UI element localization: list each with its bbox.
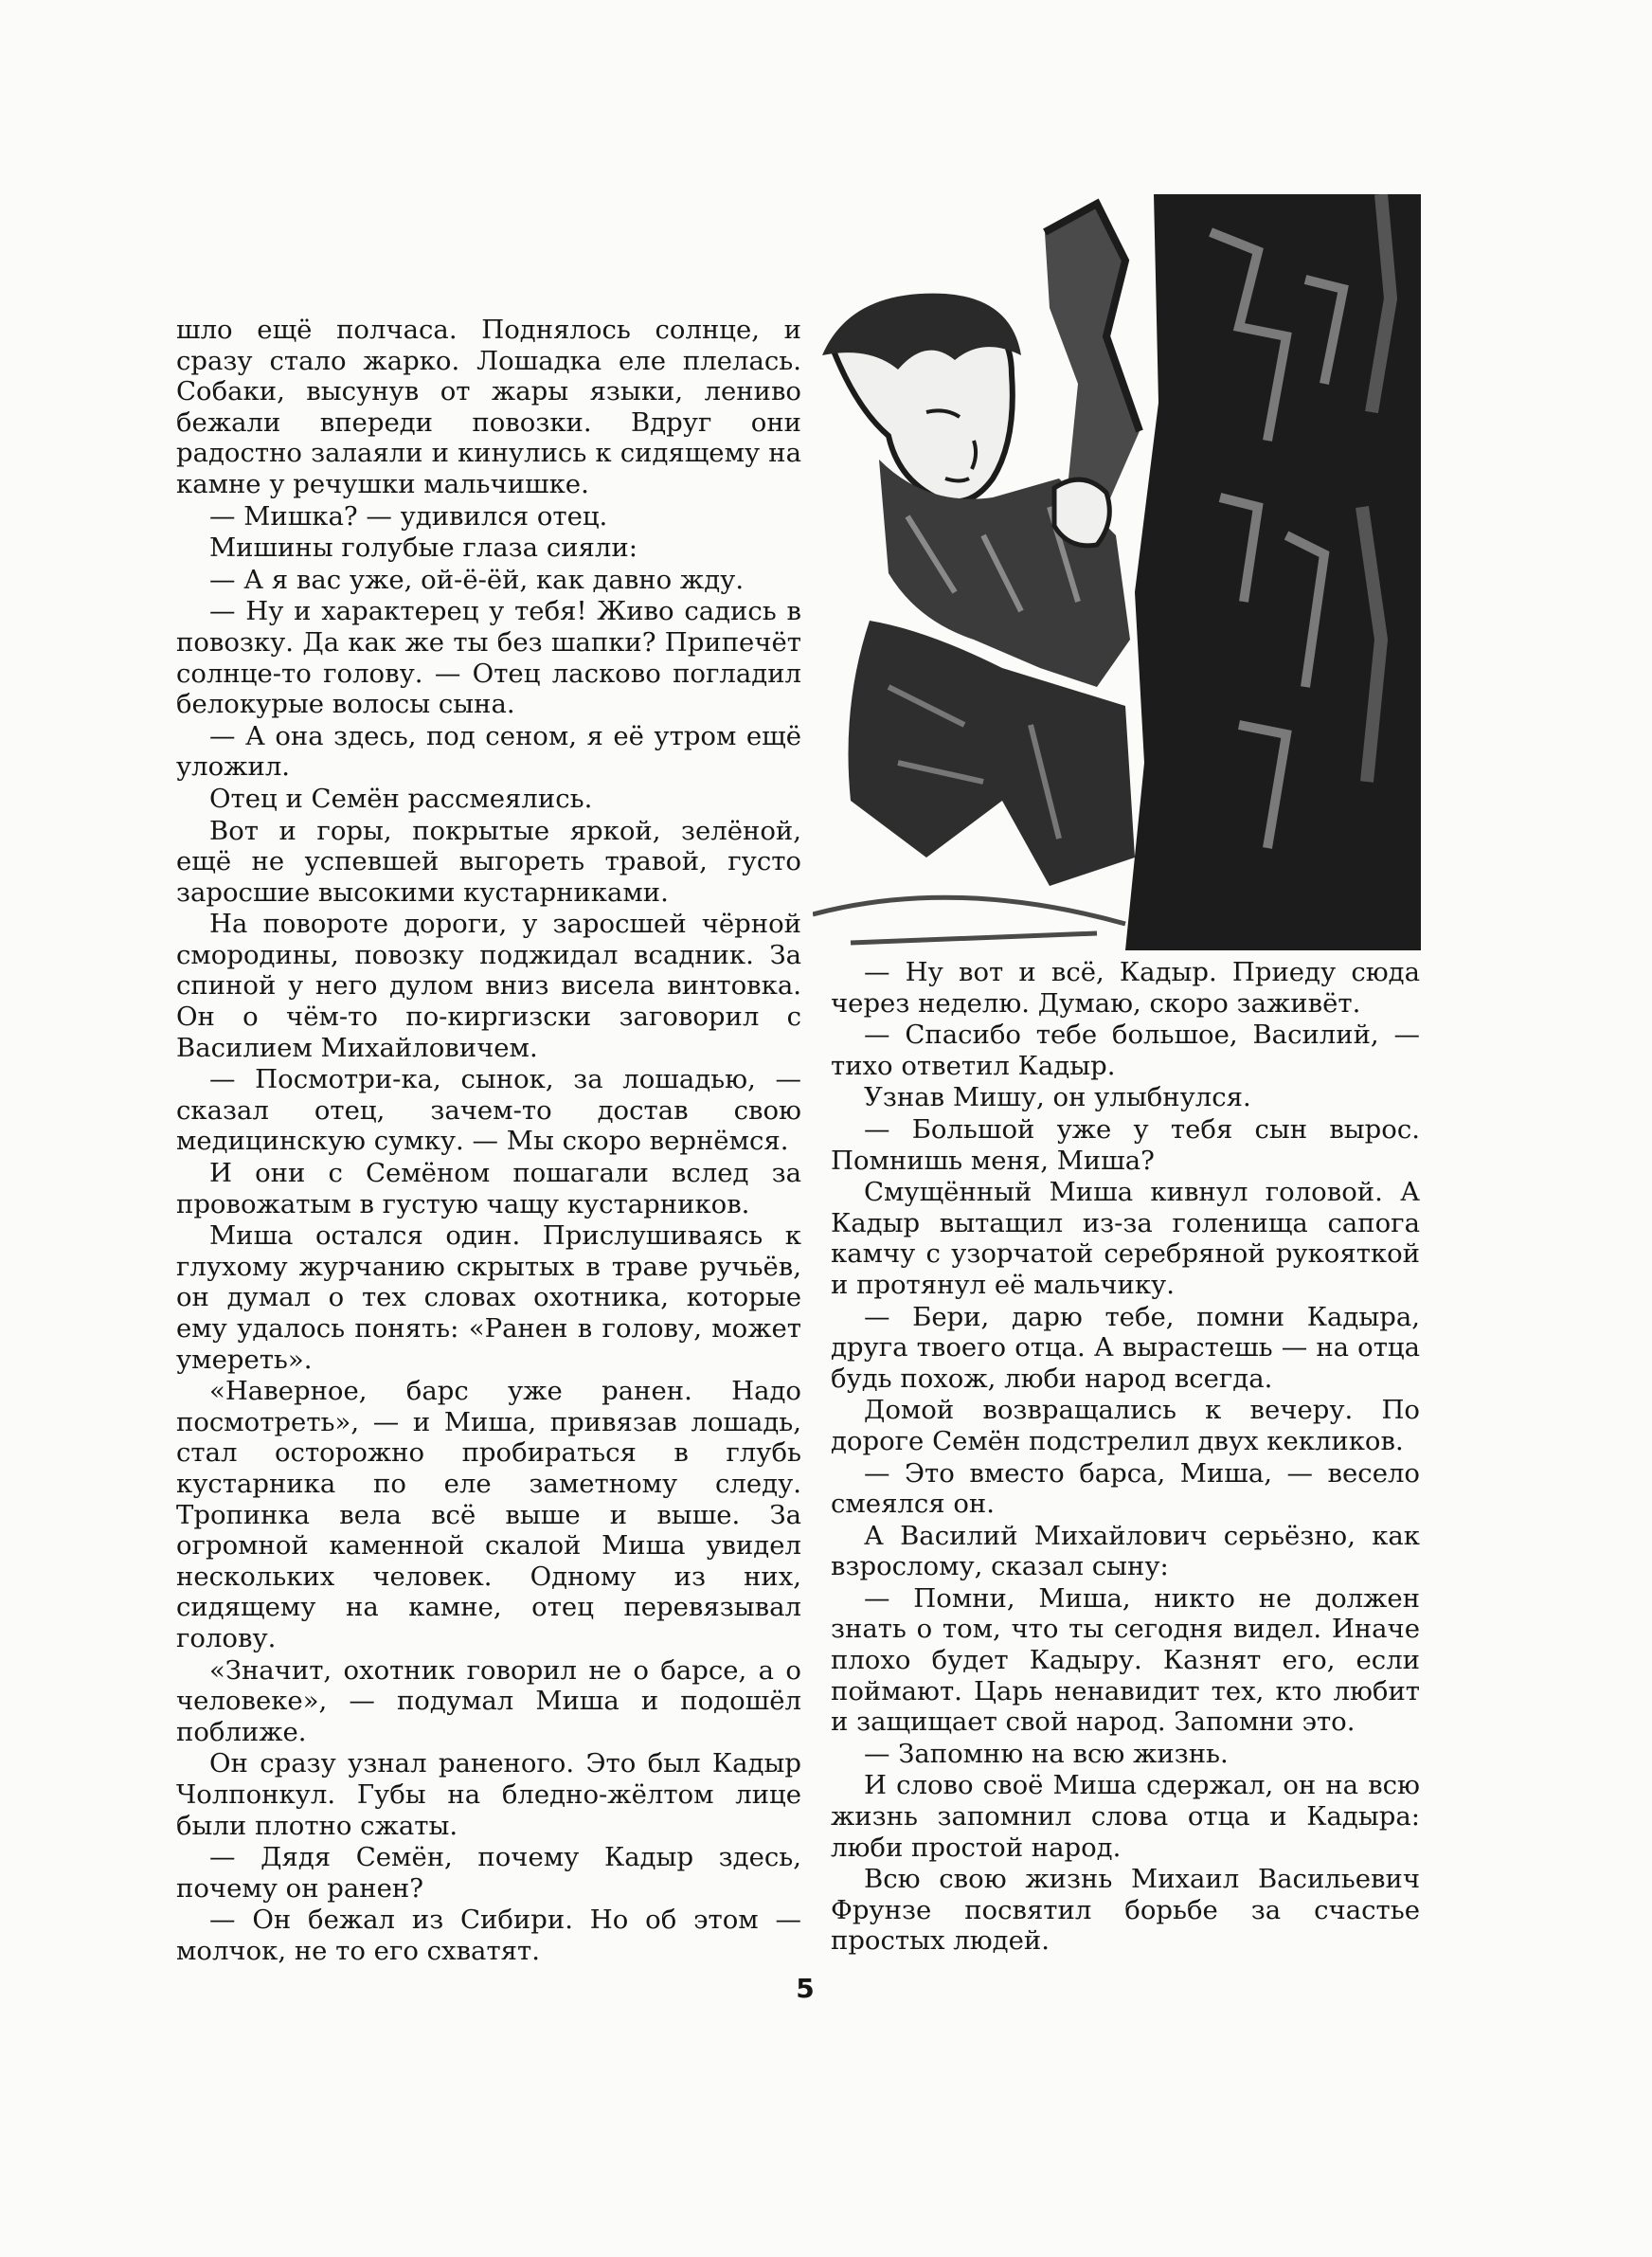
paragraph: «Значит, охотник говорил не о барсе, а о человеке», — подумал Миша и подошёл поближе. [176,1654,801,1747]
page-number: 5 [796,1973,815,2004]
paragraph: — Бери, дарю тебе, помни Кадыра, друга твоего отца. А вырастешь — на отца будь похож, люби народ всегда. [831,1301,1420,1394]
left-text-column [176,315,801,1967]
paragraph: — Посмотри-ка, сынок, за лошадью, — сказал отец, зачем-то достав свою медицинскую сумку. — Мы скоро вернёмся. [176,1064,801,1157]
right-text-column [831,957,1420,1958]
paragraph: Мишины голубые глаза сияли: [209,533,637,564]
paragraph: Всю свою жизнь Михаил Васильевич Фрунзе посвятил борьбе за счастье простых людей. [831,1864,1420,1957]
paragraph: Смущённый Миша кивнул головой. А Кадыр вытащил из-за голенища сапога камчу с узорчатой серебряной рукояткой и протянул её мальчику. [831,1177,1420,1300]
paragraph: — Мишка? — удивился отец. [209,500,608,532]
paragraph: «Наверное, барс уже ранен. Надо посмотреть», — и Миша, привязав лошадь, стал осторожно пробираться в глубь кустарника по еле заметному следу. Тропинка вела всё выше и выше. За огромной каменной скалой Миша увидел нескольких человек. Одному из них, сидящему на камне, отец перевязывал голову. [176,1376,801,1653]
paragraph: — Ну и характерец у тебя! Живо садись в повозку. Да как же ты без шапки? Припечёт солнце-то голову. — Отец ласково погладил белокурые волосы сына. [176,596,801,720]
ground-strokes [813,897,1125,943]
paragraph: — Спасибо тебе большое, Василий, — тихо ответил Кадыр. [831,1020,1420,1081]
paragraph: — Большой уже у тебя сын вырос. Помнишь меня, Миша? [831,1113,1420,1176]
raised-arm [1045,204,1140,507]
boy-behind-tree-illustration [813,194,1421,950]
paragraph: — Запомню на всю жизнь. [864,1738,1229,1769]
paragraph: Миша остался один. Прислушиваясь к глухому журчанию скрытых в траве ручьёв, он думал о тех словах охотника, которые ему удалось понять: «Ранен в голову, может умереть». [176,1220,801,1375]
paragraph: Он сразу узнал раненого. Это был Кадыр Чолпонкул. Губы на бледно-жёлтом лице были плотно сжаты. [176,1748,801,1841]
paragraph: шло ещё полчаса. Поднялось солнце, и сразу стало жарко. Лошадка еле плелась. Собаки, высунув от жары языки, лениво бежали впереди повозки. Вдруг они радостно залаяли и кинулись к сидящему на камне у речушки мальчишке. [176,315,801,499]
paragraph: — А она здесь, под сеном, я её утром ещё уложил. [176,720,801,783]
paragraph: — Ну вот и всё, Кадыр. Приеду сюда через неделю. Думаю, скоро заживёт. [831,957,1420,1019]
paragraph: — Он бежал из Сибири. Но об этом — молчок, не то его схватят. [176,1905,801,1966]
paragraph: И слово своё Миша сдержал, он на всю жизнь запомнил слова отца и Кадыра: люби простой народ. [831,1770,1420,1863]
paragraph: — Дядя Семён, почему Кадыр здесь, почему он ранен? [176,1842,801,1904]
paragraph: — Это вместо барса, Миша, — весело смеялся он. [831,1457,1420,1520]
paragraph: Узнав Мишу, он улыбнулся. [864,1082,1251,1113]
paragraph: На повороте дороги, у заросшей чёрной смородины, повозку поджидал всадник. За спиной у него дулом вниз висела винтовка. Он о чём-то по-киргизски заговорил с Василием Михайловичем. [176,909,801,1063]
paragraph: — А я вас уже, ой-ё-ёй, как давно жду. [209,564,745,595]
paragraph: И они с Семёном пошагали вслед за провожатым в густую чащу кустарников. [176,1158,801,1219]
paragraph: А Василий Михайлович серьёзно, как взрослому, сказал сыну: [831,1520,1420,1582]
paragraph: — Помни, Миша, никто не должен знать о том, что ты сегодня видел. Иначе плохо будет Кадыру. Казнят его, если поймают. Царь ненавидит тех, кто любит и защищает свой народ. Запомни это. [831,1582,1420,1738]
paragraph: Домой возвращались к вечеру. По дороге Семён подстрелил двух кекликов. [831,1395,1420,1456]
boy-hand [1054,479,1109,546]
paragraph: Отец и Семён рассмеялись. [209,783,593,814]
paragraph: Вот и горы, покрытые яркой, зелёной, ещё не успевшей выгореть травой, густо заросшие высокими кустарниками. [176,815,801,908]
